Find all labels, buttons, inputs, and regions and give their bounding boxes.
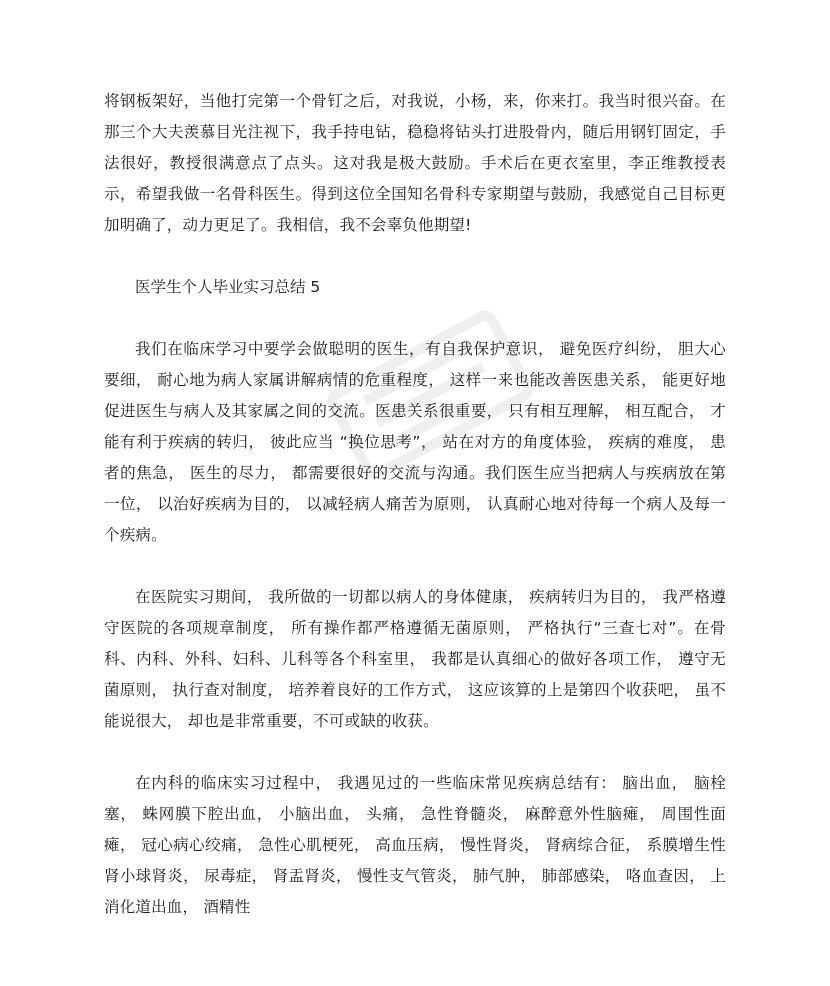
paragraph-internal-medicine: 在内科的临床实习过程中， 我遇见过的一些临床常见疾病总结有： 脑出血， 脑栓塞， 蛛网膜下腔出血， 小脑出血， 头痛， 急性脊髓炎， 麻醉意外性脑瘫， 周围性面瘫， 冠心病心绞痛， 急性心肌梗死， 高血压病， 慢性肾炎， 肾病综合征， 系膜增生性肾小球肾炎， 尿毒症， 肾盂肾炎， 慢性支气管炎， 肺气肿， 肺部感染， 咯血查因， 上消化道出血， 酒精性 [104, 774, 726, 916]
document-content [104, 86, 726, 923]
paragraph-hospital-internship: 在医院实习期间， 我所做的一切都以病人的身体健康， 疾病转归为目的， 我严格遵守医院的各项规章制度， 所有操作都严格遵循无菌原则， 严格执行“三查七对”。在骨科、内科、外科、妇科、儿科等各个科室里， 我都是认真细心的做好各项工作， 遵守无菌原则， 执行查对制度， 培养着良好的工作方式， 这应该算的上是第四个收获吧， 虽不能说很大， 却也是非常重要，不可或缺的收获。 [104, 588, 726, 730]
paragraph-continued: 将钢板架好，当他打完第一个骨钉之后，对我说，小杨，来，你来打。我当时很兴奋。在那三个大夫羡慕目光注视下，我手持电钻，稳稳将钻头打进股骨内，随后用钢钉固定，手法很好，教授很满意点了点头。这对我是极大鼓励。手术后在更衣室里，李正维教授表示，希望我做一名骨科医生。得到这位全国知名骨科专家期望与鼓励，我感觉自己目标更加明确了，动力更足了。我相信，我不会辜负他期望! [104, 92, 726, 234]
paragraph-doctor-patient: 我们在临床学习中要学会做聪明的医生，有自我保护意识， 避免医疗纠纷， 胆大心要细， 耐心地为病人家属讲解病情的危重程度， 这样一来也能改善医患关系， 能更好地促进医生与病人及其家属之间的交流。医患关系很重要， 只有相互理解， 相互配合， 才能有利于疾病的转归， 彼此应当 “换位思考”， 站在对方的角度体验， 疾病的难度， 患者的焦急， 医生的尽力， 都需要很好的交流与沟通。我们医生应当把病人与疾病放在第一位， 以治好疾病为目的， 以减轻病人痛苦为原则， 认真耐心地对待每一个病人及每一个疾病。 [104, 340, 726, 544]
section-title: 医学生个人毕业实习总结 5 [135, 278, 321, 296]
paragraph-gap [104, 551, 726, 582]
paragraph-gap [104, 303, 726, 334]
paragraph-gap [104, 737, 726, 768]
paragraph-gap [104, 241, 726, 272]
